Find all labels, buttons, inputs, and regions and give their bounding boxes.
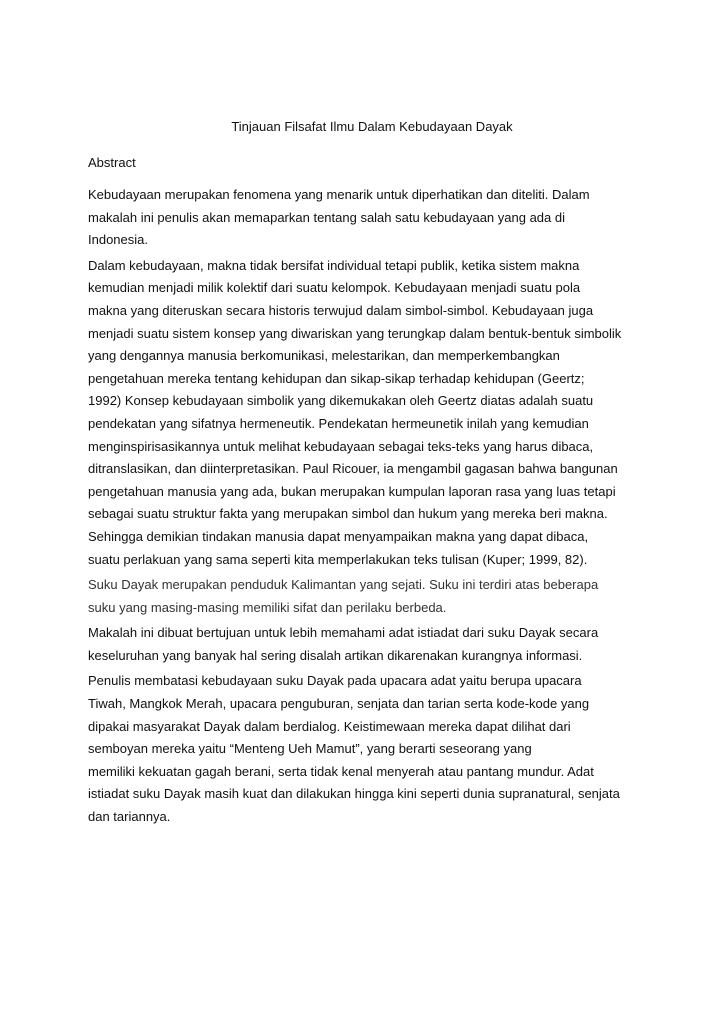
- text-line: semboyan mereka yaitu “Menteng Ueh Mamut”, yang berarti seseorang yang: [88, 741, 532, 757]
- text-line: sebagai suatu struktur fakta yang merupakan simbol dan hukum yang mereka beri makna.: [88, 506, 608, 522]
- text-line: 1992) Konsep kebudayaan simbolik yang dikemukakan oleh Geertz diatas adalah suatu: [88, 393, 594, 409]
- text-line: menginspirisasikannya untuk melihat kebudayaan sebagai teks-teks yang harus dibaca,: [88, 438, 594, 454]
- text-line: kemudian menjadi milik kolektif dari suatu kelompok. Kebudayaan menjadi suatu pola: [88, 280, 581, 296]
- text-line: menjadi suatu sistem konsep yang diwariskan yang terungkap dalam bentuk-bentuk simbolik: [88, 325, 622, 341]
- text-line: pengetahuan manusia yang ada, bukan merupakan kumpulan laporan rasa yang luas tetapi: [88, 483, 616, 499]
- text-line: Suku Dayak merupakan penduduk Kalimantan yang sejati. Suku ini terdiri atas beberapa: [88, 577, 599, 593]
- text-line: suku yang masing-masing memiliki sifat dan perilaku berbeda.: [88, 599, 447, 615]
- text-line: suatu perlakuan yang sama seperti kita memperlakukan teks tulisan (Kuper; 1999, 82).: [88, 551, 588, 567]
- text-line: Dalam kebudayaan, makna tidak bersifat individual tetapi publik, ketika sistem makna: [88, 257, 580, 273]
- text-line: dan tariannya.: [88, 809, 171, 825]
- text-line: makna yang diteruskan secara historis terwujud dalam simbol-simbol. Kebudayaan juga: [88, 302, 594, 318]
- text-line: ditranslasikan, dan diinterpretasikan. Paul Ricouer, ia mengambil gagasan bahwa bangunan: [88, 461, 618, 477]
- text-line: Penulis membatasi kebudayaan suku Dayak pada upacara adat yaitu berupa upacara: [88, 673, 582, 689]
- text-line: pendekatan yang sifatnya hermeneutik. Pendekatan hermeunetik inilah yang kemudian: [88, 415, 589, 431]
- text-line: yang dengannya manusia berkomunikasi, melestarikan, dan memperkembangkan: [88, 348, 560, 364]
- text-line: memiliki kekuatan gagah berani, serta tidak kenal menyerah atau pantang mundur. Adat: [88, 763, 594, 779]
- text-line: istiadat suku Dayak masih kuat dan dilakukan hingga kini seperti dunia supranatural, senjata: [88, 786, 620, 802]
- paragraph-scope: [88, 670, 648, 828]
- document-title: Tinjauan Filsafat Ilmu Dalam Kebudayaan Dayak: [231, 119, 513, 134]
- paragraph-concept: [88, 255, 648, 571]
- paragraph-intro: [88, 184, 648, 252]
- text-line: Makalah ini dibuat bertujuan untuk lebih memahami adat istiadat dari suku Dayak secara: [88, 625, 599, 641]
- text-line: Indonesia.: [88, 232, 148, 248]
- paragraph-suku-dayak: [88, 574, 648, 619]
- paragraph-purpose: [88, 622, 648, 667]
- text-line: pengetahuan mereka tentang kehidupan dan sikap-sikap terhadap kehidupan (Geertz;: [88, 370, 585, 386]
- text-line: Tiwah, Mangkok Merah, upacara penguburan, senjata dan tarian serta kode-kode yang: [88, 696, 590, 712]
- text-line: Kebudayaan merupakan fenomena yang menarik untuk diperhatikan dan diteliti. Dalam: [88, 187, 590, 202]
- text-line: makalah ini penulis akan memaparkan tentang salah satu kebudayaan yang ada di: [88, 209, 565, 225]
- abstract-heading: Abstract: [88, 155, 136, 170]
- text-line: keseluruhan yang banyak hal sering disalah artikan dikarenakan kurangnya informasi.: [88, 647, 583, 663]
- text-line: Sehingga demikian tindakan manusia dapat menyampaikan makna yang dapat dibaca,: [88, 528, 589, 544]
- text-line: dipakai masyarakat Dayak dalam berdialog. Keistimewaan mereka dapat dilihat dari: [88, 718, 571, 734]
